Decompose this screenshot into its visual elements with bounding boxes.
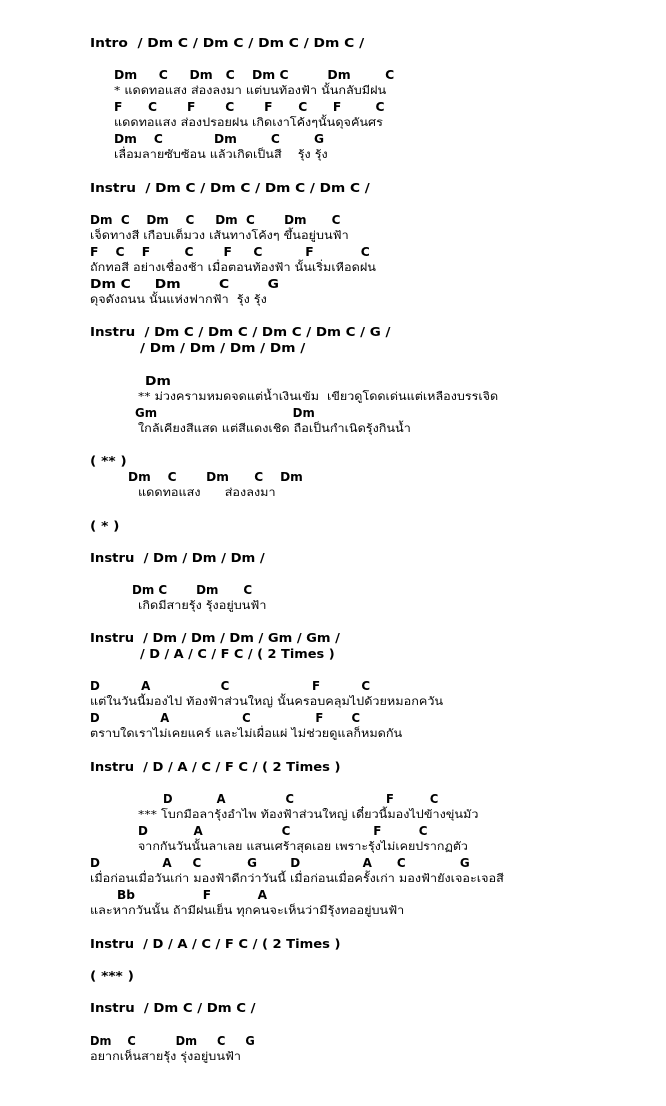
chord-line: D A C G D A C G — [90, 856, 470, 870]
chord-line: Instru / Dm C / Dm C / Dm C / Dm C / G / — [90, 325, 391, 339]
chord-line: Instru / Dm C / Dm C / — [90, 1001, 256, 1015]
chord-line: D A C F C — [90, 679, 371, 693]
chord-line: Instru / D / A / C / F C / ( 2 Times ) — [90, 937, 341, 951]
lyric-line: ใกล้เคียงสีแสด แต่สีแดงเชิด ถือเป็นกำเนิดรุ้งกินน้ำ — [138, 422, 411, 435]
lyric-line: ดุจดังถนน นั้นแห่งฟากฟ้า รุ้ง รุ้ง — [90, 293, 267, 306]
lyric-line: แดดทอแสง ส่องลงมา — [138, 486, 276, 499]
chord-line: Dm C Dm C Dm — [128, 470, 303, 484]
lyric-line: ถักทอสี อย่างเชื่องช้า เมื่อตอนท้องฟ้า นั้นเริ่มเหือดฝน — [90, 261, 376, 274]
lyric-line: เจ็ดทางสี เกือบเต็มวง เส้นทางโค้งๆ ขึ้นอยู่บนฟ้า — [90, 229, 349, 242]
chord-line: Dm C Dm C G — [114, 132, 325, 146]
chord-line: ( ** ) — [90, 454, 127, 468]
lyric-line: เมื่อก่อนเมื่อวันเก่า มองฟ้าดีกว่าวันนี้ เมื่อก่อนเมื่อครั้งเก่า มองฟ้ายังเจอะเจอสี — [90, 872, 504, 885]
chord-line: ( *** ) — [90, 969, 134, 983]
chord-line: Dm C Dm C Dm C Dm C — [114, 68, 395, 82]
chord-line: D A C F C — [138, 824, 428, 838]
chord-line: Instru / Dm / Dm / Dm / — [90, 551, 265, 565]
chord-line: / D / A / C / F C / ( 2 Times ) — [140, 647, 335, 661]
lyric-line: ** ม่วงครามหมดจดแต่น้ำเงินเข้ม เขียวดูโดดเด่นแต่เหลืองบรรเจิด — [138, 390, 499, 403]
chord-line: Dm C Dm C G — [90, 277, 279, 291]
lyric-line: อยากเห็นสายรุ้ง รุ่งอยู่บนฟ้า — [90, 1050, 242, 1063]
chord-line: ( * ) — [90, 519, 120, 533]
lyric-line: แดดทอแสง ส่องปรอยฝน เกิดเงาโค้งๆนั้นดุจคันศร — [114, 116, 383, 129]
lyric-line: ตราบใดเราไม่เคยแคร์ และไม่เผื่อแผ่ ไม่ช่วยดูแลก็หมดกัน — [90, 727, 403, 740]
lyric-line: แต่ในวันนี้มองไป ท้องฟ้าส่วนใหญ่ นั้นครอบคลุมไปด้วยหมอกควัน — [90, 695, 444, 708]
lyric-line: * แดดทอแสง ส่องลงมา แต่บนท้องฟ้า นั้นกลับมีฝน — [114, 84, 387, 97]
lyric-line: เลื่อมลายซับซ้อน แล้วเกิดเป็นสี รุ้ง รุ้ง — [114, 148, 328, 161]
chord-line: F C F C F C F C — [114, 100, 385, 114]
chord-line: Instru / Dm C / Dm C / Dm C / Dm C / — [90, 181, 370, 195]
chord-line: Intro / Dm C / Dm C / Dm C / Dm C / — [90, 36, 365, 50]
chord-line: Dm C Dm C Dm C Dm C — [90, 213, 341, 227]
lyric-line: เกิดมีสายรุ้ง รุ้งอยู่บนฟ้า — [138, 599, 267, 612]
chord-line: D A C F C — [163, 792, 439, 806]
chord-line: F C F C F C F C — [90, 245, 370, 259]
chord-line: / Dm / Dm / Dm / Dm / — [140, 341, 306, 355]
chord-line: Dm C Dm C G — [90, 1034, 255, 1048]
chord-line: Dm C Dm C — [132, 583, 253, 597]
lyric-line: *** โบกมือลารุ้งอำไพ ท้องฟ้าส่วนใหญ่ เดี๋ยวนี้มองไปข้างขุ่นมัว — [138, 808, 479, 821]
chord-line: Instru / D / A / C / F C / ( 2 Times ) — [90, 760, 341, 774]
chord-line: D A C F C — [90, 711, 361, 725]
lyric-line: จากกันวันนั้นลาเลย แสนเศร้าสุดเอย เพราะรุ้งไม่เคยปรากฏตัว — [138, 840, 468, 853]
lyric-line: และหากวันนั้น ถ้ามีฝนเย็น ทุกคนจะเห็นว่ามีรุ้งทออยู่บนฟ้า — [90, 904, 405, 917]
chord-line: Bb F A — [117, 888, 268, 902]
chord-line: Gm Dm — [135, 406, 315, 420]
chord-line: Instru / Dm / Dm / Dm / Gm / Gm / — [90, 631, 340, 645]
chord-line: Dm — [145, 374, 171, 388]
